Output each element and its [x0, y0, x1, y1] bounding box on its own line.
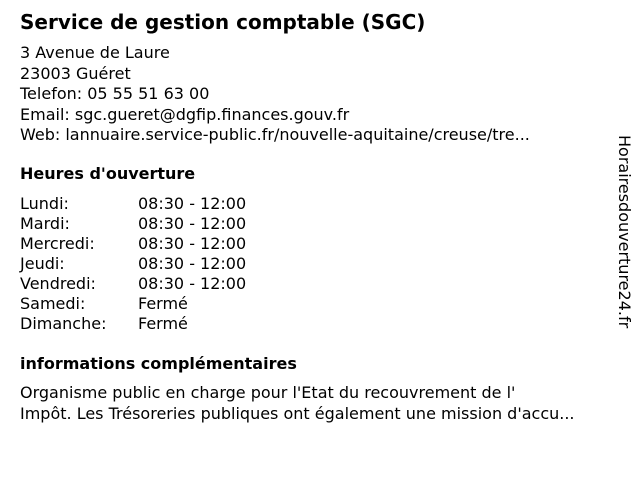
hours-row-wednesday	[20, 234, 246, 254]
hours-time: Fermé	[138, 294, 188, 313]
hours-day: Mercredi:	[20, 234, 95, 253]
opening-hours-heading: Heures d'ouverture	[20, 164, 196, 183]
hours-row-tuesday	[20, 214, 246, 234]
hours-row-sunday	[20, 314, 246, 334]
phone-line: Telefon: 05 55 51 63 00	[20, 84, 210, 103]
hours-time: 08:30 - 12:00	[138, 274, 247, 293]
hours-time: 08:30 - 12:00	[138, 234, 247, 253]
web-line: Web: lannuaire.service-public.fr/nouvelle-aquitaine/creuse/tre...	[20, 125, 530, 144]
hours-day: Jeudi:	[20, 254, 65, 273]
page-title: Service de gestion comptable (SGC)	[20, 10, 426, 34]
site-watermark: Horairesdouverture24.fr	[615, 135, 634, 329]
hours-time: 08:30 - 12:00	[138, 254, 247, 273]
hours-time: 08:30 - 12:00	[138, 214, 247, 233]
opening-hours-table	[20, 194, 246, 334]
contact-block	[20, 43, 530, 146]
hours-day: Vendredi:	[20, 274, 96, 293]
hours-row-saturday	[20, 294, 246, 314]
hours-time: Fermé	[138, 314, 188, 333]
hours-row-friday	[20, 274, 246, 294]
hours-day: Mardi:	[20, 214, 70, 233]
info-line: Organisme public en charge pour l'Etat du recouvrement de l'	[20, 383, 516, 402]
additional-info-text	[20, 383, 575, 424]
hours-day: Dimanche:	[20, 314, 107, 333]
additional-info-heading: informations complémentaires	[20, 354, 297, 373]
hours-row-monday	[20, 194, 246, 214]
hours-row-thursday	[20, 254, 246, 274]
address-street: 3 Avenue de Laure	[20, 43, 170, 62]
email-line: Email: sgc.gueret@dgfip.finances.gouv.fr	[20, 104, 350, 124]
address-city: 23003 Guéret	[20, 63, 131, 83]
hours-time: 08:30 - 12:00	[138, 194, 247, 213]
hours-day: Samedi:	[20, 294, 86, 313]
info-line: Impôt. Les Trésoreries publiques ont également une mission d'accu...	[20, 403, 575, 423]
hours-day: Lundi:	[20, 194, 69, 213]
